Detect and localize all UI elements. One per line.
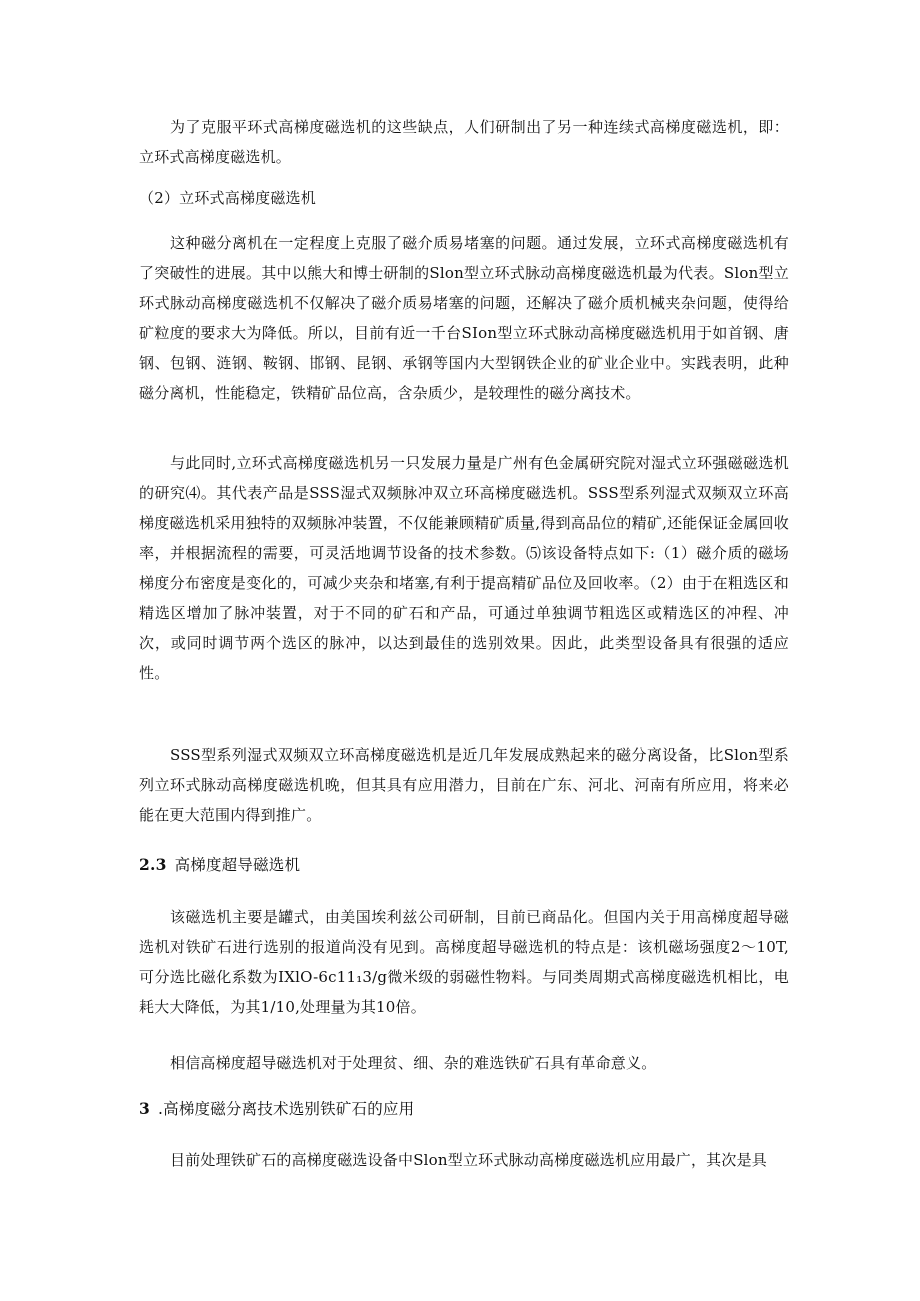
paragraph-application-intro: 目前处理铁矿石的高梯度磁选设备中Slon型立环式脉动高梯度磁选机应用最广，其次是具 <box>170 1151 767 1169</box>
section-number: 2.3 <box>139 855 167 874</box>
paragraph-sss-application: SSS型系列湿式双频双立环高梯度磁选机是近几年发展成熟起来的磁分离设备，比Slon型系列立环式脉动高梯度磁选机晚，但其具有应用潜力，目前在广东、河北、河南有所应用，将来必能在更大范围内得到推广。 <box>139 746 789 824</box>
paragraph-slon-separator: 这种磁分离机在一定程度上克服了磁介质易堵塞的问题。通过发展，立环式高梯度磁选机有了突破性的进展。其中以熊大和博士研制的Slon型立环式脉动高梯度磁选机最为代表。Slon型立环式脉动高梯度磁选机不仅解决了磁介质易堵塞的问题，还解决了磁介质机械夹杂问题，使得给矿粒度的要求大为降低。所以，目前有近一千台SIon型立环式脉动高梯度磁选机用于如首钢、唐钢、包钢、涟钢、鞍钢、邯钢、昆钢、承钢等国内大型钢铁企业的矿业企业中。实践表明，此种磁分离机，性能稳定，铁精矿品位高，含杂质少，是较理性的磁分离技术。 <box>139 234 789 402</box>
paragraph-vertical-ring-intro: 为了克服平环式高梯度磁选机的这些缺点，人们研制出了另一种连续式高梯度磁选机，即：立环式高梯度磁选机。 <box>139 118 789 166</box>
subheading-vertical-ring-separator: （2）立环式高梯度磁选机 <box>139 189 316 207</box>
section-heading-2-3 <box>139 850 789 880</box>
paragraph-superconducting-separator: 该磁选机主要是罐式，由美国埃利兹公司研制，目前已商品化。但国内关于用高梯度超导磁选机对铁矿石进行选别的报道尚没有见到。高梯度超导磁选机的特点是：该机磁场强度2～10T,可分选比磁化系数为IXlO-6c11₁3/g微米级的弱磁性物料。与同类周期式高梯度磁选机相比，电耗大大降低，为其1/10,处理量为其10倍。 <box>139 908 789 1016</box>
section-title: 高梯度超导磁选机 <box>174 856 301 874</box>
section-number: 3 <box>139 1099 150 1118</box>
section-heading-3 <box>139 1094 789 1124</box>
section-title: .高梯度磁分离技术选别铁矿石的应用 <box>158 1100 415 1118</box>
paragraph-superconducting-significance: 相信高梯度超导磁选机对于处理贫、细、杂的难选铁矿石具有革命意义。 <box>170 1054 657 1072</box>
paragraph-sss-separator: 与此同时,立环式高梯度磁选机另一只发展力量是广州有色金属研究院对湿式立环强磁磁选机的研究⑷。其代表产品是SSS湿式双频脉冲双立环高梯度磁选机。SSS型系列湿式双频双立环高梯度磁选机采用独特的双频脉冲装置，不仅能兼顾精矿质量,得到高品位的精矿,还能保证金属回收率，并根据流程的需要，可灵活地调节设备的技术参数。⑸该设备特点如下:（1）磁介质的磁场梯度分布密度是变化的，可减少夹杂和堵塞,有利于提高精矿品位及回收率。（2）由于在粗选区和精选区增加了脉冲装置，对于不同的矿石和产品，可通过单独调节粗选区或精选区的冲程、冲次，或同时调节两个选区的脉冲，以达到最佳的选别效果。因此，此类型设备具有很强的适应性。 <box>139 454 789 682</box>
